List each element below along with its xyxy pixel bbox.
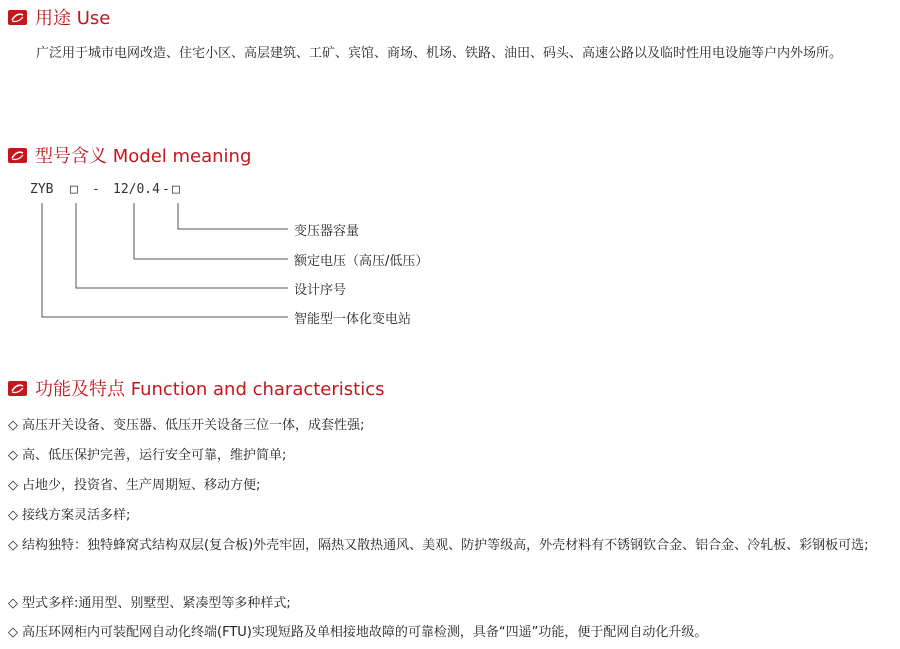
model-code-dash-2: -: [162, 182, 170, 197]
diamond-bullet-icon: ◇: [8, 596, 18, 611]
model-title-text: 型号含义 Model meaning: [35, 146, 252, 167]
legend-rated-voltage: 额定电压（高压/低压）: [294, 254, 429, 269]
diamond-bullet-icon: ◇: [8, 418, 18, 433]
feature-item: ◇ 型式多样:通用型、别墅型、紧凑型等多种样式;: [8, 592, 892, 616]
model-code-dash-1: -: [92, 182, 100, 197]
model-code-prefix: ZYB: [30, 182, 54, 197]
diamond-bullet-icon: ◇: [8, 508, 18, 523]
model-code-voltage: 12/0.4: [113, 182, 160, 197]
features-section-title: [8, 375, 385, 401]
legend-transformer-capacity: 变压器容量: [294, 224, 360, 239]
feature-item: ◇ 高压环网柜内可装配网自动化终端(FTU)实现短路及单相接地故障的可靠检测，具备“四遥”功能，便于配网自动化升级。: [8, 621, 892, 645]
feature-item: ◇ 高、低压保护完善，运行安全可靠，维护简单;: [8, 444, 892, 468]
diamond-bullet-icon: ◇: [8, 625, 18, 640]
usage-paragraph: 广泛用于城市电网改造、住宅小区、高层建筑、工矿、宾馆、商场、机场、铁路、油田、码头、高速公路以及临时性用电设施等户内外场所。: [36, 46, 843, 61]
legend-design-number: 设计序号: [294, 283, 347, 298]
model-code-box-2: □: [172, 182, 180, 197]
usage-title-text: 用途 Use: [35, 8, 111, 29]
diamond-bullet-icon: ◇: [8, 448, 18, 463]
legend-substation-type: 智能型一体化变电站: [294, 312, 412, 327]
feature-item: ◇ 占地少，投资省、生产周期短、移动方便;: [8, 474, 892, 498]
feature-item: ◇ 接线方案灵活多样;: [8, 504, 892, 528]
feature-item: ◇ 高压开关设备、变压器、低压开关设备三位一体，成套性强;: [8, 414, 892, 438]
feature-item: ◇ 结构独特：独特蜂窝式结构双层(复合板)外壳牢固，隔热又散热通风、美观、防护等级高，外壳材料有不锈钢钦合金、铝合金、冷轧板、彩钢板可选;: [8, 534, 892, 558]
section-badge-icon: [8, 381, 27, 396]
diamond-bullet-icon: ◇: [8, 538, 18, 553]
features-title-text: 功能及特点 Function and characteristics: [35, 379, 385, 400]
diamond-bullet-icon: ◇: [8, 478, 18, 493]
model-code-box-1: □: [70, 182, 78, 197]
